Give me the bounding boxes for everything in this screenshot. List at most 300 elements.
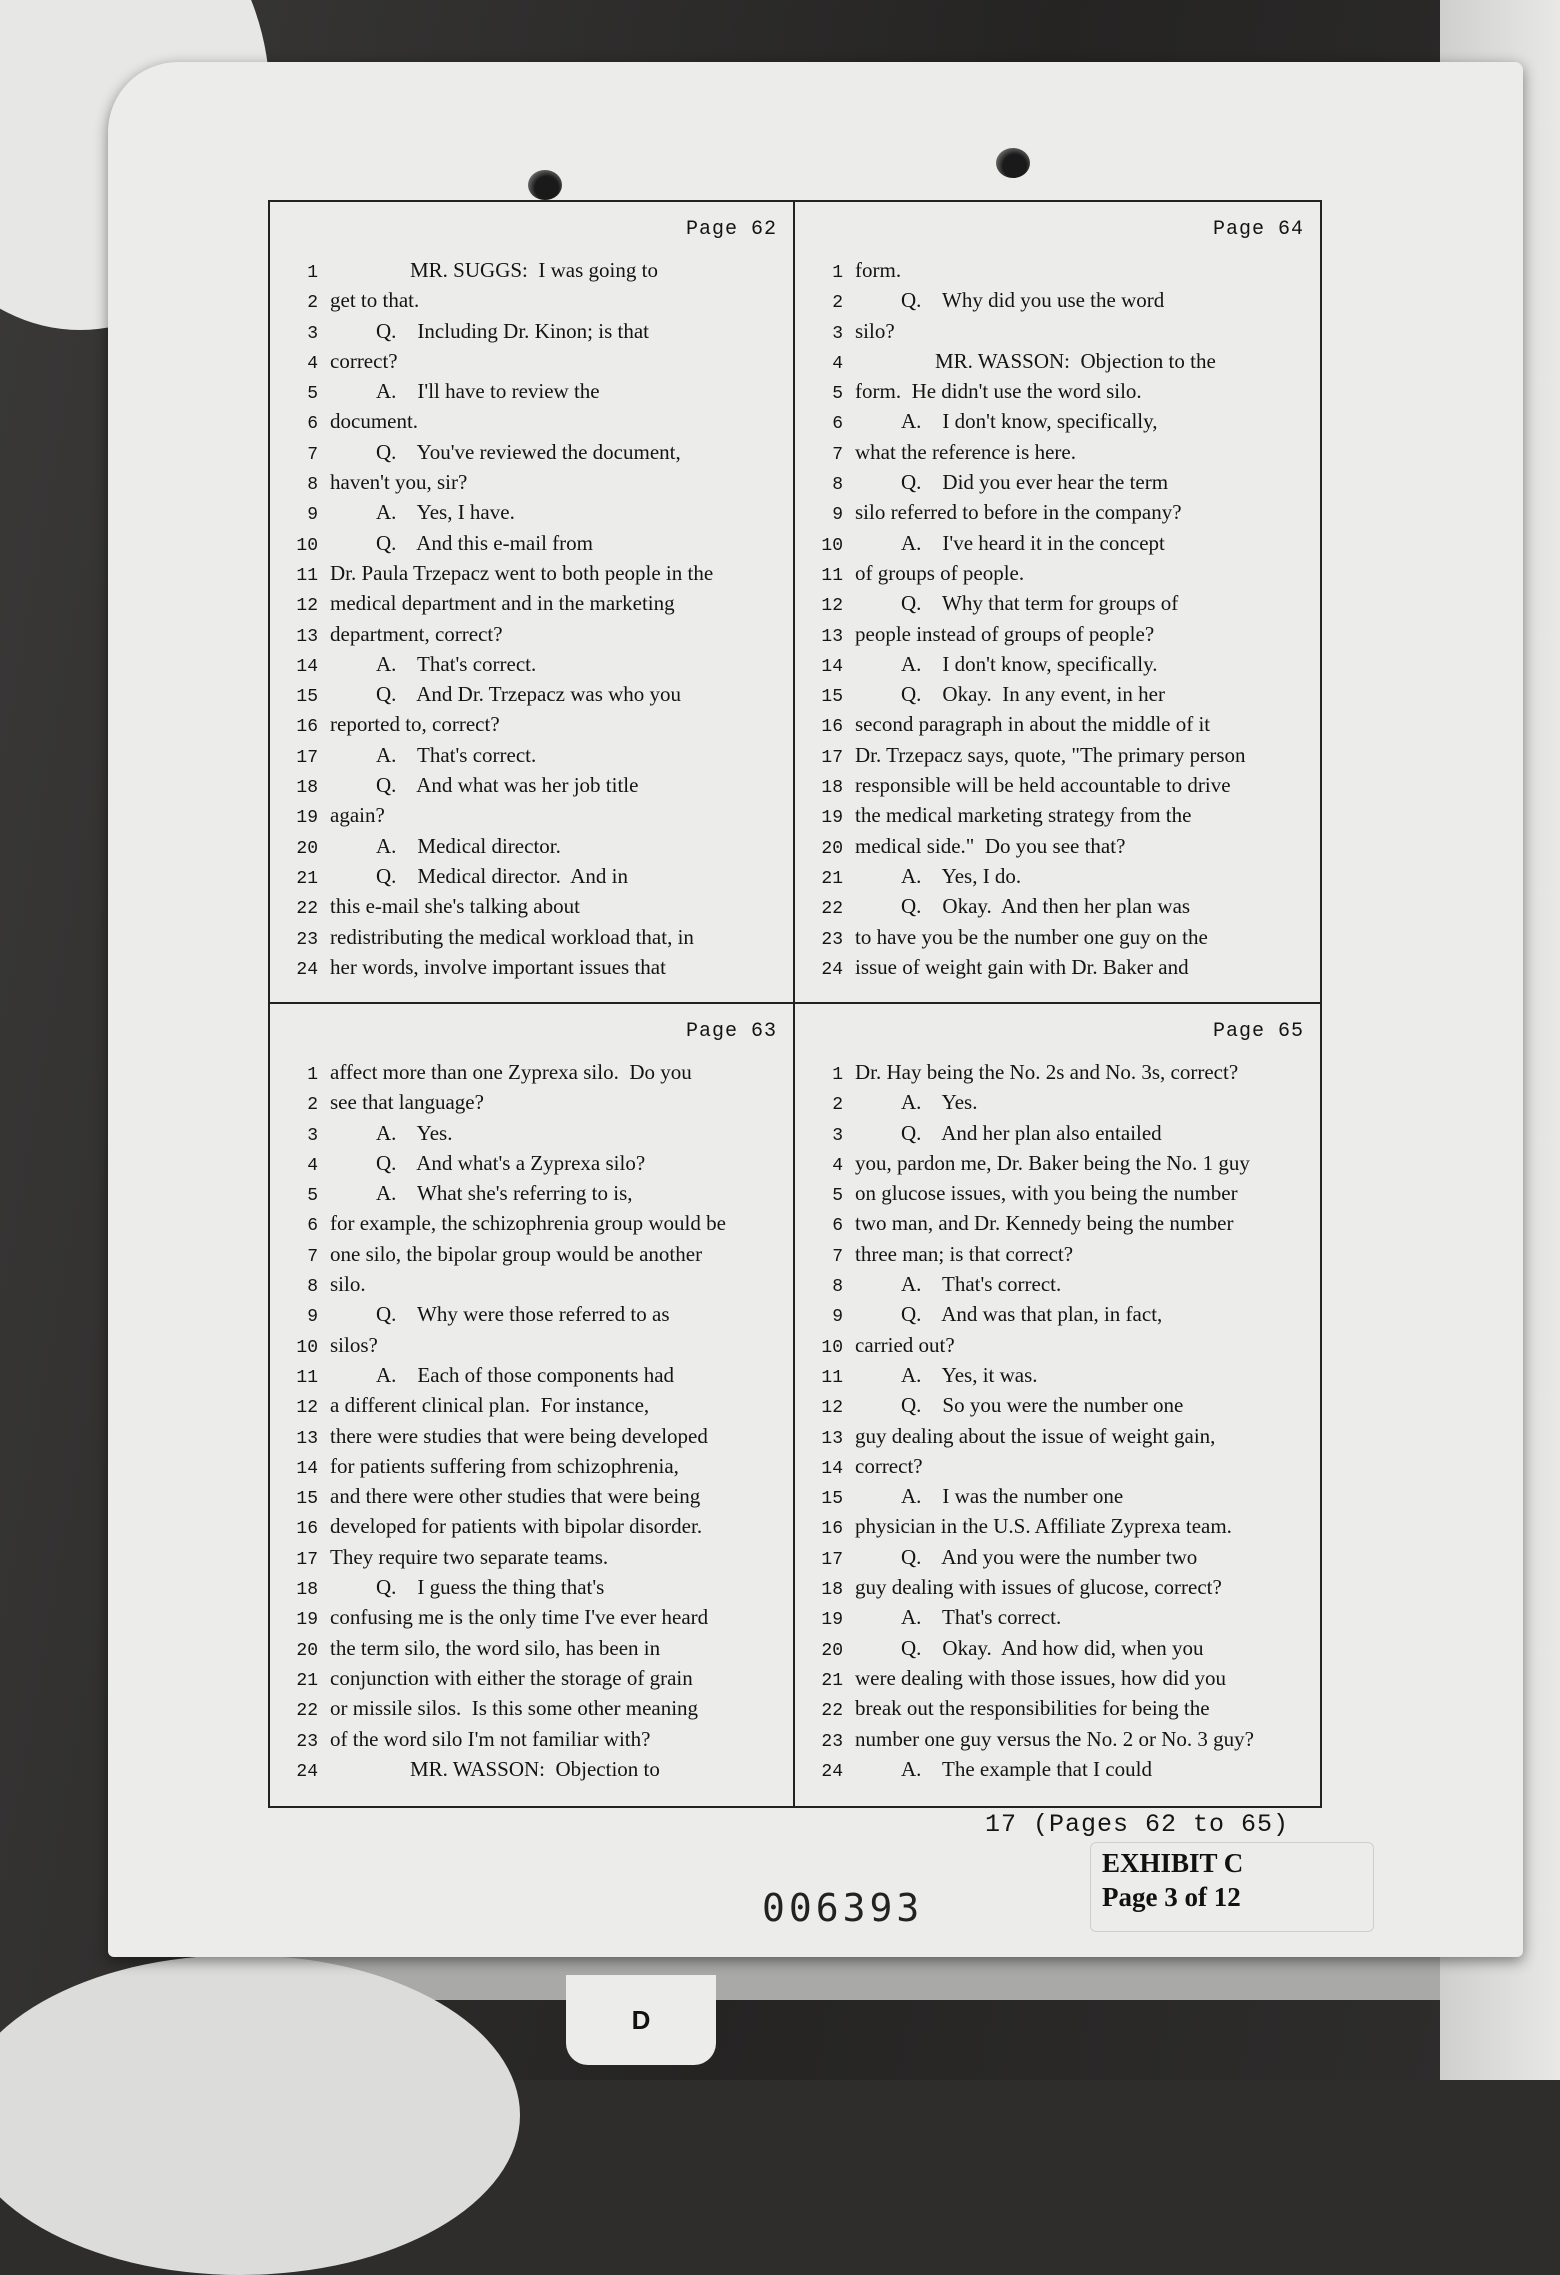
transcript-line (803, 1636, 1314, 1666)
line-number: 2 (307, 1095, 318, 1116)
line-text: what the reference is here. (855, 439, 1076, 464)
line-number: 11 (821, 1367, 843, 1388)
transcript-line (278, 1333, 787, 1363)
line-list (278, 1060, 787, 1787)
transcript-line (803, 1575, 1314, 1605)
line-number: 18 (296, 778, 318, 799)
line-text: Q. And this e-mail from (376, 530, 593, 555)
line-text: Q. And what's a Zyprexa silo? (376, 1150, 646, 1175)
line-number: 24 (821, 1761, 843, 1782)
line-text: medical department and in the marketing (330, 591, 675, 616)
line-text: guy dealing with issues of glucose, correct? (855, 1575, 1222, 1600)
transcript-line (278, 894, 787, 924)
transcript-line (278, 258, 787, 288)
line-text: responsible will be held accountable to drive (855, 773, 1231, 798)
transcript-line (278, 1605, 787, 1635)
transcript-line (278, 1242, 787, 1272)
line-text: Q. Why that term for groups of (901, 591, 1179, 616)
line-text: a different clinical plan. For instance, (330, 1393, 650, 1418)
line-text: A. Each of those components had (376, 1362, 675, 1387)
line-text: confusing me is the only time I've ever heard (330, 1605, 709, 1630)
line-text: one silo, the bipolar group would be another (330, 1241, 703, 1266)
line-text: A. That's correct. (376, 742, 537, 767)
line-number: 17 (296, 1549, 318, 1570)
line-number: 5 (307, 1186, 318, 1207)
line-text: her words, involve important issues that (330, 954, 666, 979)
line-number: 17 (821, 1549, 843, 1570)
line-text: two man, and Dr. Kennedy being the number (855, 1211, 1234, 1236)
line-number: 8 (832, 475, 843, 496)
line-number: 1 (832, 1065, 843, 1085)
line-text: A. Yes, I do. (901, 863, 1022, 888)
line-text: developed for patients with bipolar disorder. (330, 1514, 703, 1539)
line-list (803, 258, 1314, 985)
line-number: 6 (307, 1216, 318, 1237)
transcript-line (278, 1090, 787, 1120)
transcript-line (803, 834, 1314, 864)
line-number: 8 (832, 1277, 843, 1298)
line-text: break out the responsibilities for being the (855, 1696, 1210, 1721)
line-number: 2 (832, 1095, 843, 1116)
line-text: Q. And her plan also entailed (901, 1120, 1162, 1145)
line-number: 5 (832, 384, 843, 405)
line-number: 5 (307, 384, 318, 405)
transcript-line (803, 319, 1314, 349)
transcript-line (803, 622, 1314, 652)
line-text: people instead of groups of people? (855, 621, 1155, 646)
line-text: medical side." Do you see that? (855, 833, 1126, 858)
transcript-line (803, 379, 1314, 409)
line-number: 16 (296, 717, 318, 738)
transcript-line (278, 379, 787, 409)
line-number: 12 (296, 1398, 318, 1419)
line-text: A. I was the number one (901, 1484, 1124, 1509)
exhibit-page: Page 3 of 12 (1102, 1882, 1241, 1912)
line-text: Dr. Trzepacz says, quote, "The primary person (855, 742, 1246, 767)
line-list (278, 258, 787, 985)
line-list (803, 1060, 1314, 1787)
line-text: Q. Including Dr. Kinon; is that (376, 318, 649, 343)
transcript-line (278, 440, 787, 470)
divider-tab (566, 1975, 716, 2065)
line-number: 8 (307, 475, 318, 496)
transcript-line (278, 349, 787, 379)
line-text: on glucose issues, with you being the number (855, 1181, 1238, 1206)
line-number: 2 (832, 293, 843, 314)
line-text: for example, the schizophrenia group would be (330, 1211, 726, 1236)
line-text: were dealing with those issues, how did you (855, 1665, 1226, 1690)
line-number: 10 (296, 1337, 318, 1358)
line-number: 14 (821, 1458, 843, 1479)
line-number: 8 (307, 1277, 318, 1298)
transcript-line (278, 1363, 787, 1393)
transcript-line (803, 712, 1314, 742)
line-text: A. I'll have to review the (376, 379, 600, 404)
transcript-line (803, 1363, 1314, 1393)
transcript-line (278, 1121, 787, 1151)
line-number: 9 (832, 1307, 843, 1328)
line-text: form. He didn't use the word silo. (855, 379, 1142, 404)
page-header: Page 63 (685, 1020, 777, 1043)
transcript-line (803, 925, 1314, 955)
transcript-line (278, 288, 787, 318)
line-number: 14 (821, 656, 843, 677)
line-text: Q. Why did you use the word (901, 288, 1165, 313)
line-text: Q. I guess the thing that's (376, 1575, 605, 1600)
line-text: MR. WASSON: Objection to the (935, 348, 1216, 373)
transcript-line (278, 1424, 787, 1454)
transcript-line (803, 531, 1314, 561)
line-number: 17 (821, 747, 843, 768)
transcript-line (803, 1605, 1314, 1635)
transcript-line (278, 682, 787, 712)
transcript-line (803, 1454, 1314, 1484)
line-text: A. That's correct. (901, 1272, 1062, 1297)
transcript-line (278, 319, 787, 349)
line-number: 6 (832, 1216, 843, 1237)
line-number: 16 (821, 717, 843, 738)
line-number: 10 (821, 535, 843, 556)
line-number: 1 (307, 263, 318, 283)
transcript-line (803, 1060, 1314, 1090)
transcript-line (278, 1151, 787, 1181)
transcript-line (278, 1575, 787, 1605)
line-number: 22 (296, 1701, 318, 1722)
transcript-line (803, 1484, 1314, 1514)
transcript-line (278, 1514, 787, 1544)
line-number: 13 (296, 1428, 318, 1449)
line-number: 7 (832, 444, 843, 465)
line-text: guy dealing about the issue of weight gain, (855, 1423, 1216, 1448)
transcript-line (803, 1242, 1314, 1272)
line-text: silo. (330, 1272, 366, 1297)
transcript-line (278, 1696, 787, 1726)
line-number: 20 (296, 838, 318, 859)
transcript-grid (268, 200, 1322, 1808)
line-text: correct? (855, 1453, 923, 1478)
transcript-line (278, 1484, 787, 1514)
line-text: Q. Medical director. And in (376, 863, 628, 888)
line-text: Q. Why were those referred to as (376, 1302, 670, 1327)
transcript-line (803, 1090, 1314, 1120)
line-number: 11 (296, 1367, 318, 1388)
transcript-line (803, 1151, 1314, 1181)
transcript-line (278, 1727, 787, 1757)
line-number: 14 (296, 1458, 318, 1479)
line-number: 18 (821, 778, 843, 799)
line-number: 4 (307, 1155, 318, 1176)
line-number: 22 (296, 899, 318, 920)
line-number: 4 (832, 353, 843, 374)
transcript-line (278, 864, 787, 894)
line-text: A. That's correct. (901, 1605, 1062, 1630)
line-number: 9 (832, 505, 843, 526)
line-number: 10 (821, 1337, 843, 1358)
line-number: 4 (832, 1155, 843, 1176)
line-text: affect more than one Zyprexa silo. Do you (330, 1060, 692, 1084)
line-number: 11 (821, 565, 843, 586)
line-text: Q. And Dr. Trzepacz was who you (376, 682, 682, 707)
line-number: 1 (832, 263, 843, 283)
line-text: A. Medical director. (376, 833, 561, 858)
line-text: three man; is that correct? (855, 1241, 1074, 1266)
line-number: 14 (296, 656, 318, 677)
line-text: there were studies that were being developed (330, 1423, 708, 1448)
line-number: 23 (821, 1731, 843, 1752)
transcript-line (803, 409, 1314, 439)
line-text: the medical marketing strategy from the (855, 803, 1192, 828)
line-number: 22 (821, 899, 843, 920)
line-text: MR. WASSON: Objection to (410, 1756, 660, 1781)
line-text: A. Yes, I have. (376, 500, 515, 525)
transcript-line (803, 1666, 1314, 1696)
line-text: A. I don't know, specifically. (901, 651, 1158, 676)
line-number: 16 (296, 1519, 318, 1540)
line-text: A. I've heard it in the concept (901, 530, 1165, 555)
line-text: Dr. Hay being the No. 2s and No. 3s, correct? (855, 1060, 1239, 1084)
transcript-line (278, 955, 787, 985)
line-number: 3 (832, 323, 843, 344)
transcript-line (278, 1666, 787, 1696)
transcript-line (803, 349, 1314, 379)
page-range-footer: 17 (Pages 62 to 65) (985, 1810, 1290, 1839)
line-number: 20 (821, 1640, 843, 1661)
line-text: silo referred to before in the company? (855, 500, 1182, 525)
line-text: reported to, correct? (330, 712, 500, 737)
line-text: A. What she's referring to is, (376, 1181, 633, 1206)
transcript-line (278, 1636, 787, 1666)
line-number: 19 (821, 808, 843, 829)
transcript-line (803, 288, 1314, 318)
line-text: get to that. (330, 288, 420, 313)
transcript-line (278, 712, 787, 742)
line-text: conjunction with either the storage of grain (330, 1665, 693, 1690)
line-number: 21 (821, 1670, 843, 1691)
line-text: number one guy versus the No. 2 or No. 3 guy? (855, 1726, 1254, 1751)
transcript-line (803, 470, 1314, 500)
line-text: A. I don't know, specifically, (901, 409, 1158, 434)
line-text: Q. Did you ever hear the term (901, 470, 1169, 495)
line-number: 21 (296, 1670, 318, 1691)
transcript-line (278, 834, 787, 864)
line-number: 3 (832, 1125, 843, 1146)
transcript-line (803, 682, 1314, 712)
line-number: 6 (307, 414, 318, 435)
transcript-line (803, 743, 1314, 773)
line-text: of groups of people. (855, 560, 1025, 585)
line-text: see that language? (330, 1090, 484, 1115)
transcript-line (278, 773, 787, 803)
exhibit-stamp (1102, 1846, 1243, 1914)
line-text: A. That's correct. (376, 651, 537, 676)
transcript-line (278, 1060, 787, 1090)
transcript-line (803, 1545, 1314, 1575)
line-text: Q. And what was her job title (376, 773, 639, 798)
page-header: Page 65 (1212, 1020, 1304, 1043)
transcript-line (803, 1121, 1314, 1151)
transcript-line (803, 955, 1314, 985)
transcript-page-62 (270, 202, 795, 1004)
line-number: 3 (307, 1125, 318, 1146)
line-number: 11 (296, 565, 318, 586)
transcript-line (803, 1424, 1314, 1454)
transcript-line (278, 1454, 787, 1484)
line-text: second paragraph in about the middle of it (855, 712, 1211, 737)
line-number: 15 (296, 1489, 318, 1510)
line-text: Q. Okay. And how did, when you (901, 1635, 1204, 1660)
line-text: Q. And you were the number two (901, 1544, 1198, 1569)
transcript-line (803, 1302, 1314, 1332)
line-text: or missile silos. Is this some other meaning (330, 1696, 699, 1721)
line-number: 7 (307, 1246, 318, 1267)
line-number: 9 (307, 505, 318, 526)
transcript-line (803, 803, 1314, 833)
line-number: 1 (307, 1065, 318, 1085)
line-number: 18 (296, 1580, 318, 1601)
transcript-line (803, 440, 1314, 470)
transcript-line (803, 1333, 1314, 1363)
line-text: Dr. Paula Trzepacz went to both people in the (330, 560, 714, 585)
punch-hole (996, 148, 1030, 178)
transcript-line (278, 409, 787, 439)
line-text: department, correct? (330, 621, 503, 646)
line-number: 9 (307, 1307, 318, 1328)
transcript-line (278, 652, 787, 682)
transcript-line (278, 591, 787, 621)
line-text: Q. You've reviewed the document, (376, 439, 681, 464)
line-number: 5 (832, 1186, 843, 1207)
line-number: 6 (832, 414, 843, 435)
line-text: this e-mail she's talking about (330, 894, 580, 919)
transcript-page-64 (795, 202, 1320, 1004)
line-number: 13 (821, 1428, 843, 1449)
line-text: physician in the U.S. Affiliate Zyprexa team. (855, 1514, 1232, 1539)
line-text: correct? (330, 348, 398, 373)
line-text: They require two separate teams. (330, 1544, 609, 1569)
line-text: carried out? (855, 1332, 955, 1357)
line-number: 12 (821, 596, 843, 617)
line-text: Q. And was that plan, in fact, (901, 1302, 1163, 1327)
transcript-line (278, 803, 787, 833)
transcript-line (803, 1181, 1314, 1211)
line-text: silo? (855, 318, 895, 343)
transcript-line (278, 743, 787, 773)
line-number: 17 (296, 747, 318, 768)
transcript-line (803, 1696, 1314, 1726)
line-number: 10 (296, 535, 318, 556)
line-number: 19 (296, 808, 318, 829)
line-text: Q. Okay. In any event, in her (901, 682, 1165, 707)
transcript-line (803, 773, 1314, 803)
bates-number: 006393 (762, 1886, 924, 1930)
transcript-line (278, 1302, 787, 1332)
transcript-line (278, 1211, 787, 1241)
transcript-line (278, 531, 787, 561)
page-header: Page 64 (1212, 218, 1304, 241)
line-number: 15 (821, 1489, 843, 1510)
line-number: 15 (296, 687, 318, 708)
line-text: Q. So you were the number one (901, 1393, 1184, 1418)
line-text: form. (855, 258, 902, 282)
line-text: haven't you, sir? (330, 470, 468, 495)
transcript-line (803, 1757, 1314, 1787)
transcript-page-63 (270, 1004, 795, 1806)
transcript-line (803, 258, 1314, 288)
transcript-line (803, 1727, 1314, 1757)
line-number: 24 (821, 959, 843, 980)
line-text: Q. Okay. And then her plan was (901, 894, 1191, 919)
exhibit-title: EXHIBIT C (1102, 1848, 1244, 1878)
transcript-line (803, 500, 1314, 530)
line-number: 13 (296, 626, 318, 647)
line-number: 20 (821, 838, 843, 859)
line-number: 24 (296, 1761, 318, 1782)
transcript-page-65 (795, 1004, 1320, 1806)
line-number: 13 (821, 626, 843, 647)
line-text: you, pardon me, Dr. Baker being the No. 1 guy (855, 1150, 1250, 1175)
transcript-line (278, 1545, 787, 1575)
transcript-line (803, 1211, 1314, 1241)
line-text: issue of weight gain with Dr. Baker and (855, 954, 1189, 979)
line-number: 7 (832, 1246, 843, 1267)
line-text: document. (330, 409, 419, 434)
line-text: A. Yes, it was. (901, 1362, 1038, 1387)
line-number: 16 (821, 1519, 843, 1540)
transcript-line (803, 1514, 1314, 1544)
line-text: for patients suffering from schizophrenia, (330, 1453, 679, 1478)
line-text: again? (330, 803, 385, 828)
line-number: 20 (296, 1640, 318, 1661)
transcript-line (278, 470, 787, 500)
transcript-line (278, 1181, 787, 1211)
line-text: to have you be the number one guy on the (855, 924, 1208, 949)
line-text: A. The example that I could (901, 1756, 1152, 1781)
transcript-line (278, 1393, 787, 1423)
line-number: 21 (296, 868, 318, 889)
line-number: 19 (296, 1610, 318, 1631)
transcript-line (278, 1272, 787, 1302)
transcript-line (803, 1272, 1314, 1302)
transcript-line (803, 652, 1314, 682)
line-text: silos? (330, 1332, 378, 1357)
line-number: 7 (307, 444, 318, 465)
line-number: 15 (821, 687, 843, 708)
line-number: 4 (307, 353, 318, 374)
line-text: A. Yes. (376, 1120, 453, 1145)
line-number: 21 (821, 868, 843, 889)
line-text: and there were other studies that were being (330, 1484, 701, 1509)
transcript-line (803, 864, 1314, 894)
line-number: 19 (821, 1610, 843, 1631)
transcript-line (803, 561, 1314, 591)
line-text: the term silo, the word silo, has been in (330, 1635, 661, 1660)
transcript-line (278, 500, 787, 530)
transcript-line (278, 561, 787, 591)
transcript-line (278, 925, 787, 955)
line-number: 23 (296, 1731, 318, 1752)
line-text: redistributing the medical workload that, in (330, 924, 694, 949)
transcript-line (803, 591, 1314, 621)
page-header: Page 62 (685, 218, 777, 241)
line-text: of the word silo I'm not familiar with? (330, 1726, 651, 1751)
line-number: 22 (821, 1701, 843, 1722)
transcript-line (278, 622, 787, 652)
line-number: 12 (296, 596, 318, 617)
transcript-line (803, 1393, 1314, 1423)
line-number: 24 (296, 959, 318, 980)
transcript-line (278, 1757, 787, 1787)
tab-letter: D (631, 2004, 651, 2035)
